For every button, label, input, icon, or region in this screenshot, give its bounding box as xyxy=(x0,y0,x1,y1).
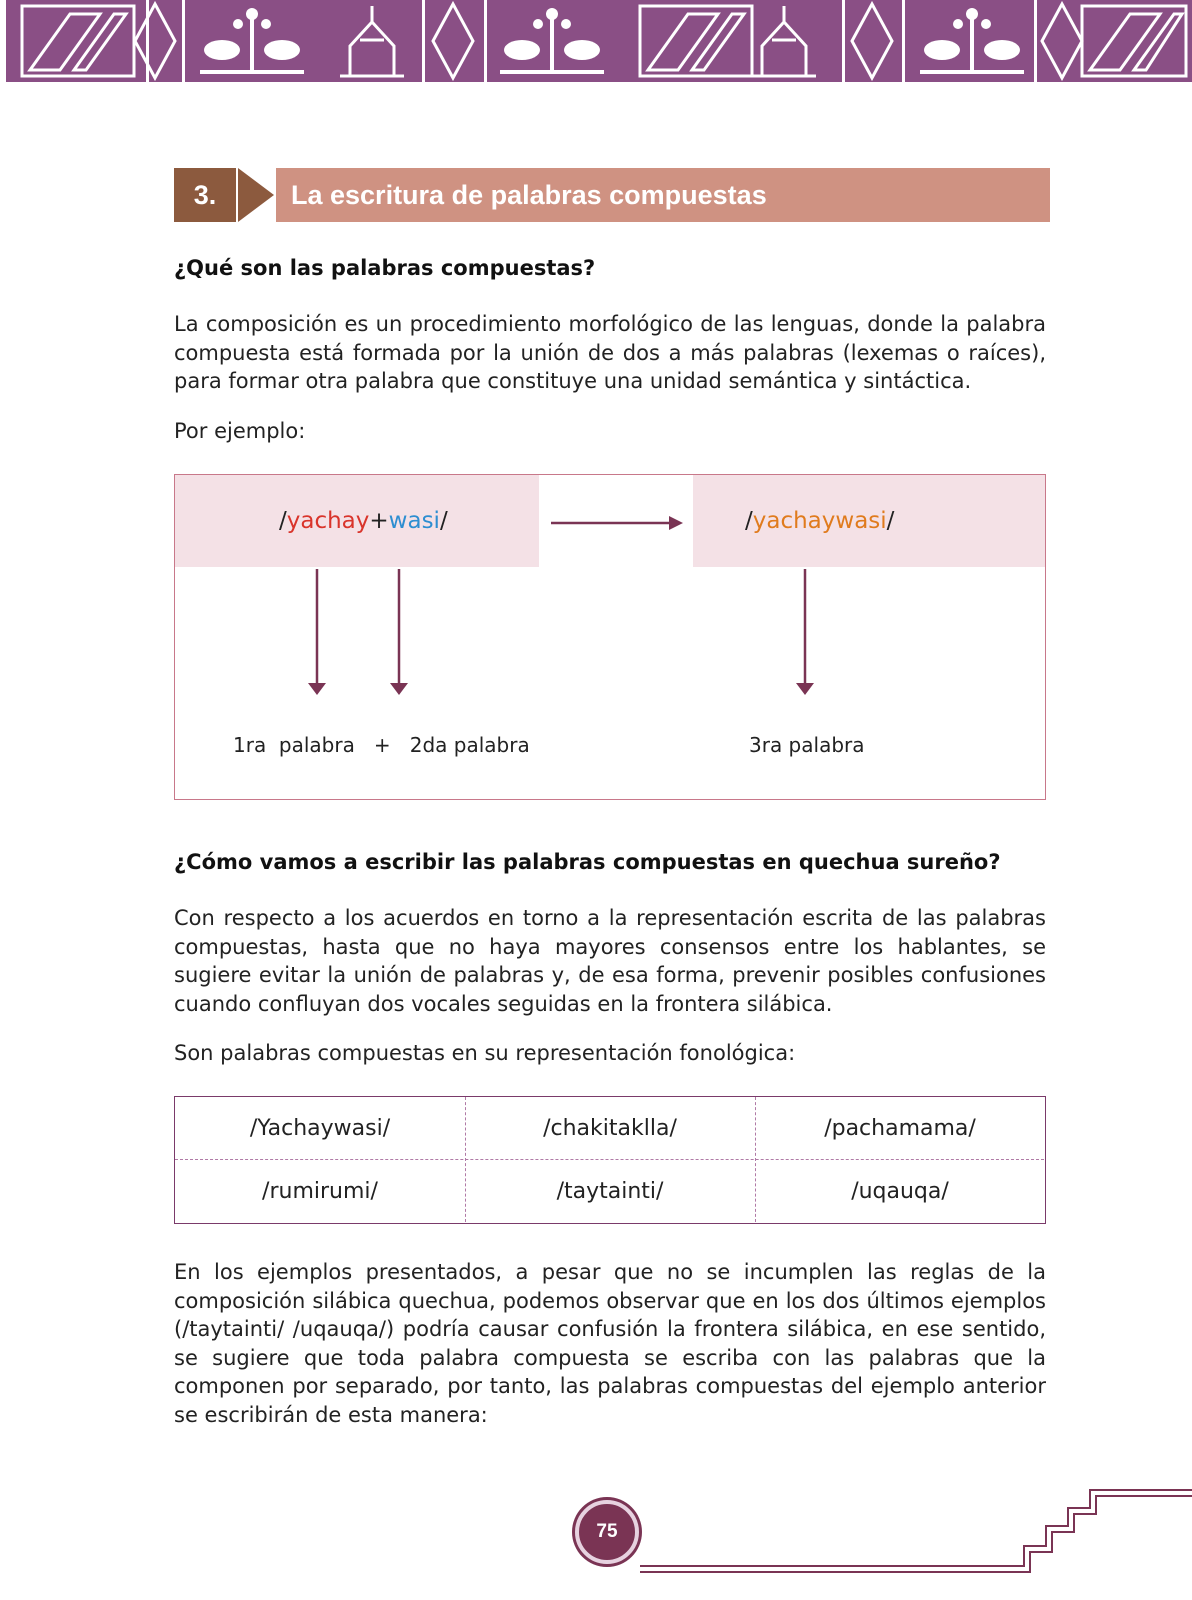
table-cell: /rumirumi/ xyxy=(262,1179,378,1204)
slash: / xyxy=(886,508,895,534)
bird-tree-motif-icon xyxy=(200,8,304,74)
bird-tree-motif-icon xyxy=(500,8,604,74)
paragraph-phonological: Son palabras compuestas en su representación fonológica: xyxy=(174,1041,796,1065)
geometric-motif-icon xyxy=(22,6,134,76)
slash: / xyxy=(439,508,448,534)
plus-sign: + xyxy=(369,508,389,534)
word-yachaywasi: yachaywasi xyxy=(752,508,887,534)
compound-words-table xyxy=(174,1096,1046,1224)
table-cell: /chakitaklla/ xyxy=(543,1116,677,1141)
bird-tree-motif-icon xyxy=(920,8,1024,74)
decorative-banner xyxy=(0,0,1192,82)
question-heading-2: ¿Cómo vamos a escribir las palabras compuestas en quechua sureño? xyxy=(174,850,1001,874)
label-first-second-word: 1ra palabra + 2da palabra xyxy=(233,733,530,757)
section-title: La escritura de palabras compuestas xyxy=(276,168,1050,222)
question-heading-1: ¿Qué son las palabras compuestas? xyxy=(174,256,596,280)
table-cell: /uqauqa/ xyxy=(851,1179,949,1204)
section-arrow-icon xyxy=(238,168,274,222)
paragraph-conclusion: En los ejemplos presentados, a pesar que no se incumplen las reglas de la composición silábica quechua, podemos observar que en los dos últimos ejemplos (/taytainti/ /uqauqa/) podría causar confusión la frontera silábica, en ese sentido, se sugiere que toda palabra compuesta se escriba con las palabras que la componen por separado, por tanto, las palabras compuestas del ejemplo anterior se escribirán de esta manera: xyxy=(174,1260,1046,1427)
table-cell: /taytainti/ xyxy=(556,1179,664,1204)
slash: / xyxy=(745,508,753,534)
word-wasi: wasi xyxy=(388,508,440,534)
textile-pattern-icon xyxy=(0,0,1192,82)
table-cell: /Yachaywasi/ xyxy=(249,1116,391,1141)
example-diagram xyxy=(174,474,1046,800)
word-yachay: yachay xyxy=(286,508,370,534)
section-number: 3. xyxy=(174,168,236,222)
paragraph-agreements: Con respecto a los acuerdos en torno a la representación escrita de las palabras compuestas, hasta que no haya mayores consensos entre los hablantes, se sugiere evitar la unión de palabras y, de esa forma, prevenir posibles confusiones cuando confluyan dos vocales seguidas en la frontera silábica. xyxy=(174,906,1046,1016)
page-number: 75 xyxy=(575,1500,639,1564)
label-third-word: 3ra palabra xyxy=(749,733,865,757)
table-cell: /pachamama/ xyxy=(824,1116,976,1141)
paragraph-definition: La composición es un procedimiento morfológico de las lenguas, donde la palabra compuesta está formada por la unión de dos a más palabras (lexemas o raíces), para formar otra palabra que constituye una unidad semántica y sintáctica. xyxy=(174,312,1046,393)
geometric-motif-icon xyxy=(1082,6,1186,76)
slash: / xyxy=(279,508,287,534)
geometric-motif-icon xyxy=(640,6,752,76)
paragraph-example-intro: Por ejemplo: xyxy=(174,419,306,443)
